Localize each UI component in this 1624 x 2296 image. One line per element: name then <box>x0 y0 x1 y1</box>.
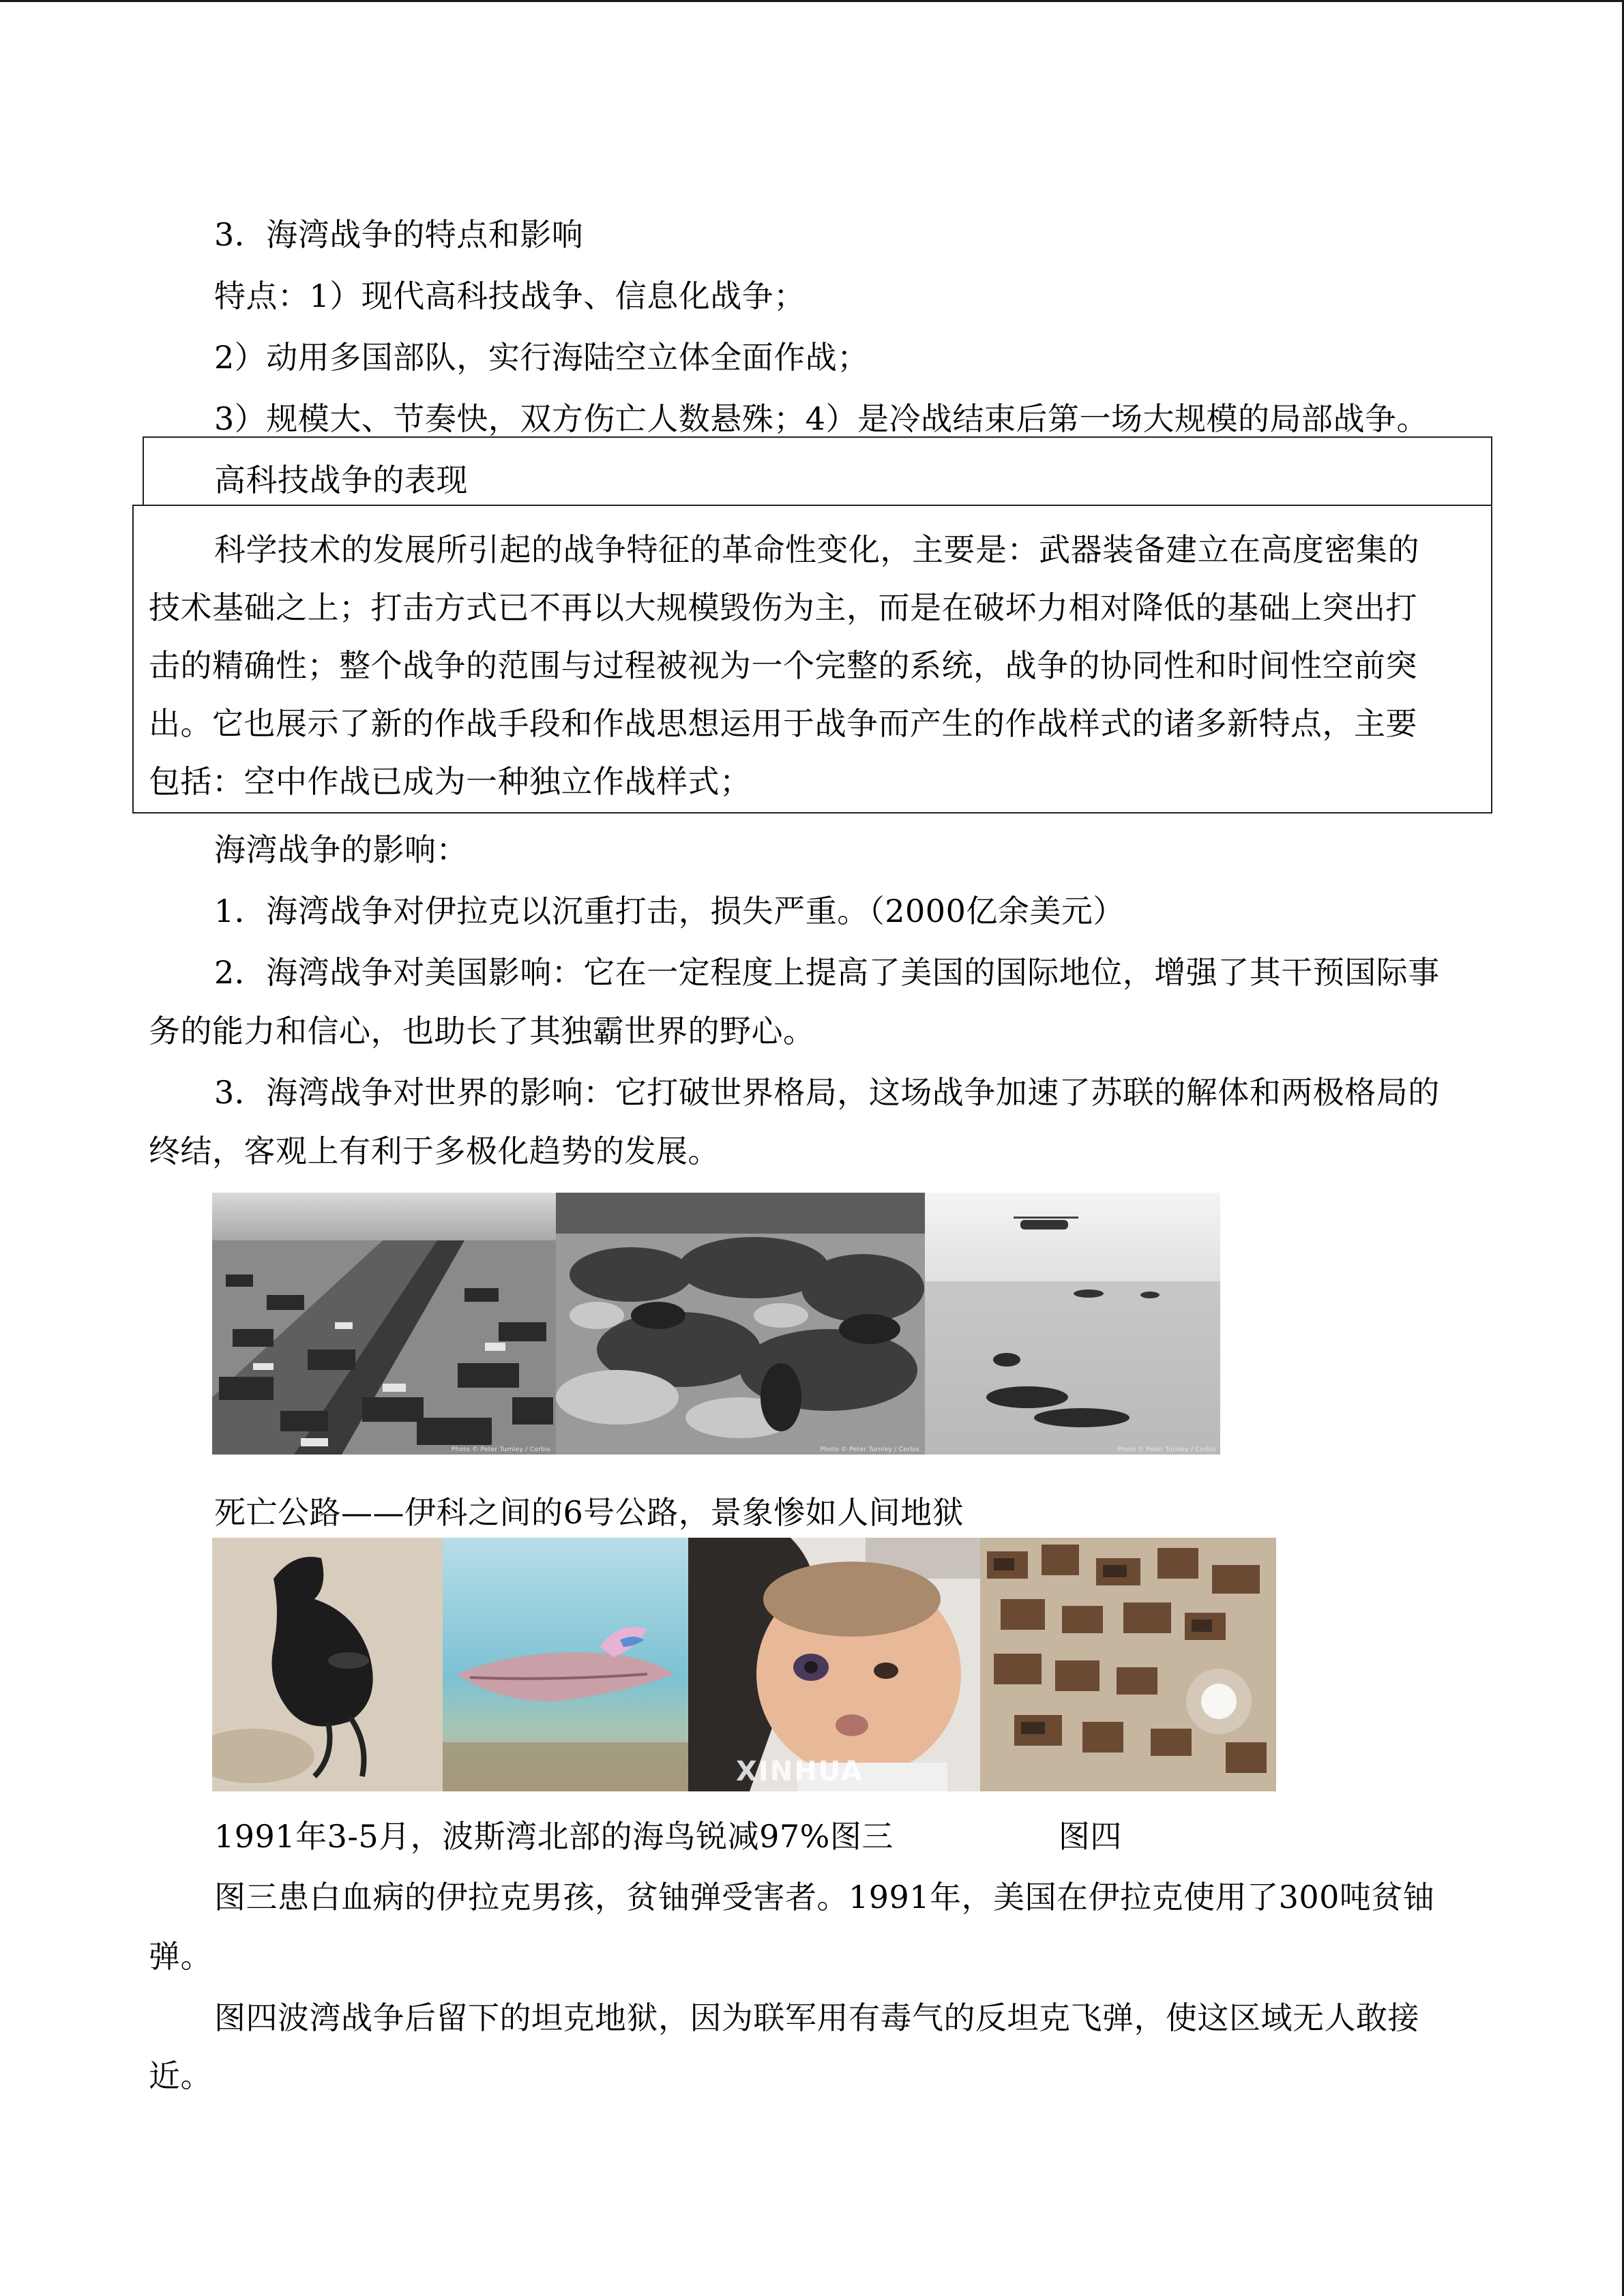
photo-oil-covered-bird <box>212 1538 443 1791</box>
photo-row-aftermath <box>212 1538 1276 1791</box>
impact-heading: 海湾战争的影响： <box>214 831 468 868</box>
box-line-3: 击的精确性；整个战争的范围与过程被视为一个完整的系统，战争的协同性和时间性空前突 <box>149 647 1417 684</box>
photo-dead-dolphin <box>443 1538 688 1791</box>
box-line-5: 包括：空中作战已成为一种独立作战样式； <box>149 763 752 800</box>
photo-credit-3: Photo © Peter Turnley / Corbis <box>1117 1446 1216 1453</box>
section-heading: 3．海湾战争的特点和影响 <box>214 216 584 253</box>
photo-row-highway-of-death <box>212 1193 1220 1455</box>
impact-item-3-line-2: 终结，客观上有利于多极化趋势的发展。 <box>149 1133 720 1169</box>
photo-tank-graveyard <box>980 1538 1276 1791</box>
box-line-4: 出。它也展示了新的作战手段和作战思想运用于战争而产生的作战样式的诸多新特点，主要 <box>149 705 1417 742</box>
impact-item-2-line-2: 务的能力和信心，也助长了其独霸世界的野心。 <box>149 1013 815 1049</box>
photo-casualties <box>556 1193 925 1455</box>
box-title: 高科技战争的表现 <box>214 462 468 498</box>
photo-watermark-xinhua: XINHUA <box>736 1756 863 1787</box>
photo-credit-1: Photo © Peter Turnley / Corbis <box>451 1446 550 1453</box>
fig4-caption-line-2: 近。 <box>149 2057 212 2094</box>
box-line-2: 技术基础之上；打击方式已不再以大规模毁伤为主，而是在破坏力相对降低的基础上突出打 <box>149 589 1417 626</box>
impact-item-2-line-1: 2．海湾战争对美国影响：它在一定程度上提高了美国的国际地位，增强了其干预国际事 <box>214 954 1440 991</box>
features-line-3: 3）规模大、节奏快，双方伤亡人数悬殊；4）是冷战结束后第一场大规模的局部战争。 <box>214 400 1429 437</box>
fig4-caption-line-1: 图四波湾战争后留下的坦克地狱，因为联军用有毒气的反坦克飞弹，使这区域无人敢接 <box>214 1999 1419 2036</box>
caption-highway-of-death: 死亡公路——伊科之间的6号公路，景象惨如人间地狱 <box>214 1494 964 1531</box>
features-line-2: 2）动用多国部队，实行海陆空立体全面作战； <box>214 339 869 376</box>
photo-highway-wreckage <box>212 1193 556 1455</box>
photo-desert-helicopter <box>925 1193 1220 1455</box>
fig3-caption-line-1: 图三患白血病的伊拉克男孩，贫铀弹受害者。1991年，美国在伊拉克使用了300吨贫铀 <box>214 1879 1435 1915</box>
impact-item-1: 1．海湾战争对伊拉克以沉重打击，损失严重。（2000亿余美元） <box>214 893 1125 929</box>
features-line-1: 特点：1）现代高科技战争、信息化战争； <box>214 278 806 314</box>
impact-item-3-line-1: 3．海湾战争对世界的影响：它打破世界格局，这场战争加速了苏联的解体和两极格局的 <box>214 1074 1440 1111</box>
box-line-1: 科学技术的发展所引起的战争特征的革命性变化，主要是：武器装备建立在高度密集的 <box>214 531 1419 568</box>
fig3-caption-line-2: 弹。 <box>149 1938 212 1975</box>
photo-iraqi-boy <box>688 1538 980 1791</box>
photo-credit-2: Photo © Peter Turnley / Corbis <box>820 1446 919 1453</box>
page-top-border <box>0 0 1624 2</box>
caption-seabirds-fig3-fig4: 1991年3-5月，波斯湾北部的海鸟锐减97%图三 图四 <box>214 1818 1122 1855</box>
